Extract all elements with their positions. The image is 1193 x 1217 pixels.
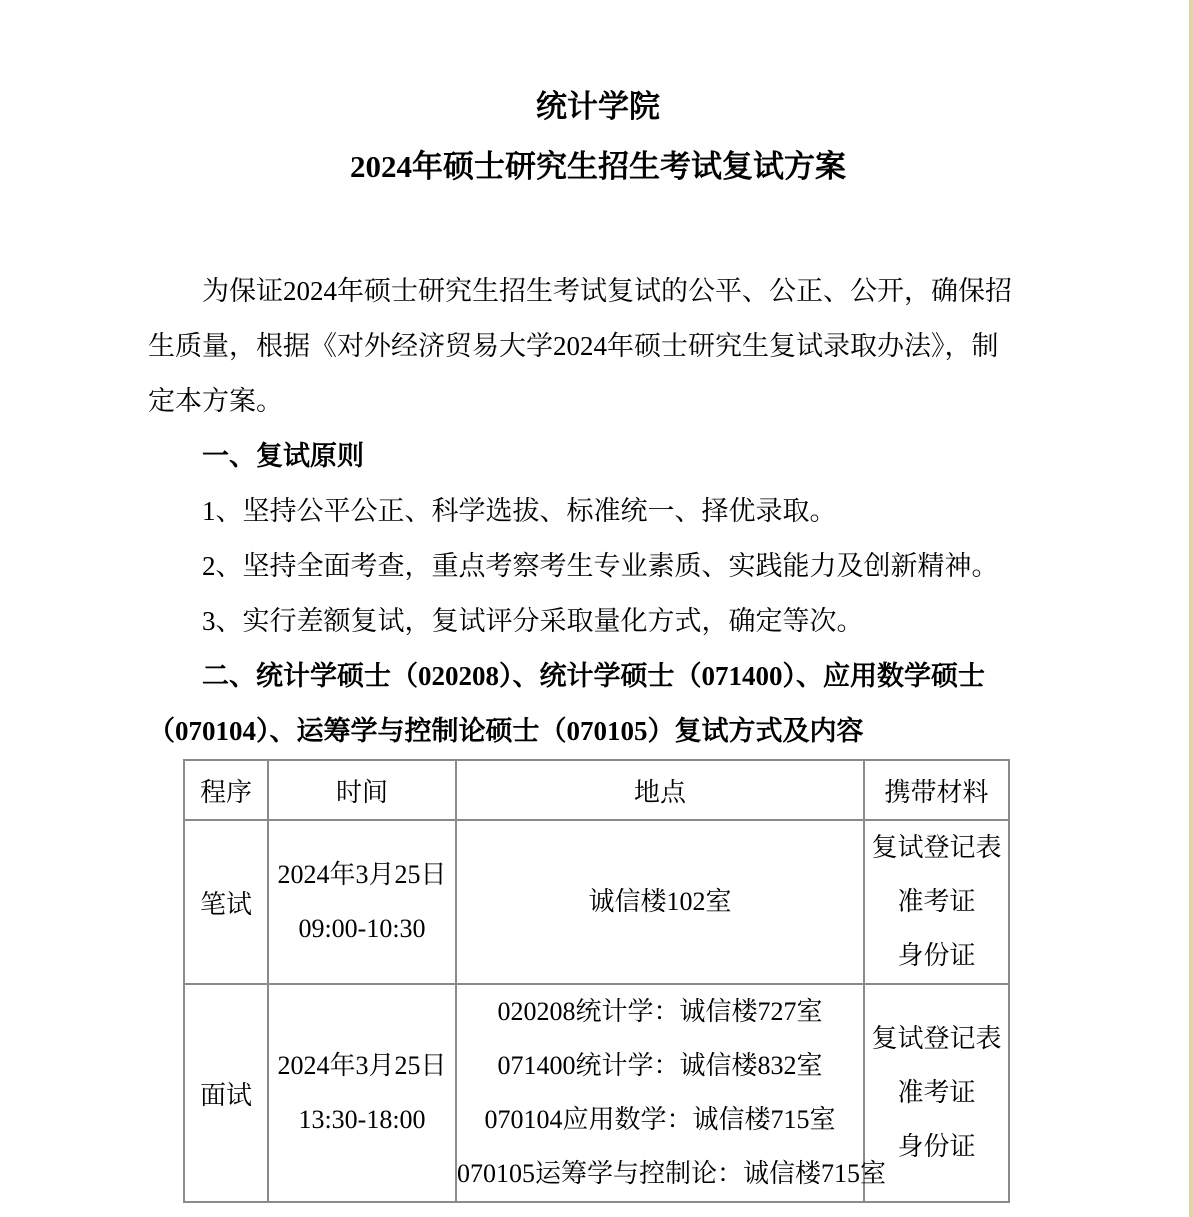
list-item: 3、实行差额复试，复试评分采取量化方式，确定等次。 [202,606,864,636]
procedure-cell: 面试 [184,984,268,1202]
time-cell [268,984,456,1202]
column-header-procedure: 程序 [184,760,268,820]
time-line: 2024年3月25日 [277,860,447,889]
location-cell [456,984,887,1202]
intro-line: 为保证2024年硕士研究生招生考试复试的公平、公正、公开，确保招 [202,276,1012,306]
section2-heading-line: （070104）、运筹学与控制论硕士（070105）复试方式及内容 [148,716,864,746]
location-line: 070104应用数学：诚信楼715室 [484,1105,836,1134]
list-item: 1、坚持公平公正、科学选拔、标准统一、择优录取。 [202,496,837,526]
material-line: 身份证 [897,1132,976,1161]
intro-line: 生质量，根据《对外经济贸易大学2024年硕士研究生复试录取办法》，制 [148,331,999,361]
location-line: 020208统计学：诚信楼727室 [497,997,823,1026]
location-line: 诚信楼102室 [588,887,732,916]
material-line: 准考证 [897,887,976,916]
table-row-written-exam [184,820,1009,984]
material-line: 复试登记表 [871,833,1002,862]
page-subtitle: 2024年硕士研究生招生考试复试方案 [350,149,846,184]
table-row-interview [184,984,1009,1202]
material-line: 准考证 [897,1078,976,1107]
material-line: 身份证 [897,941,976,970]
location-line: 071400统计学：诚信楼832室 [497,1051,823,1080]
procedure-cell: 笔试 [184,820,268,984]
section1-heading: 一、复试原则 [202,441,364,471]
page-right-edge-strip [1189,0,1193,1217]
time-line: 13:30-18:00 [298,1105,426,1134]
table-header-row [184,760,1009,820]
time-line: 09:00-10:30 [298,914,426,943]
section2-heading-line: 二、统计学硕士（020208）、统计学硕士（071400）、应用数学硕士 [202,661,985,691]
column-header-materials: 携带材料 [864,760,1009,820]
page-title: 统计学院 [536,89,660,124]
location-cell [456,820,864,984]
column-header-location: 地点 [456,760,864,820]
materials-cell [864,820,1009,984]
time-line: 2024年3月25日 [277,1051,447,1080]
document-body [148,264,1048,1203]
location-line: 070105运筹学与控制论：诚信楼715室 [457,1159,887,1188]
document-page [148,0,1048,1203]
intro-line: 定本方案。 [148,386,283,416]
column-header-time: 时间 [268,760,456,820]
exam-schedule-table [183,759,1010,1203]
time-cell [268,820,456,984]
list-item: 2、坚持全面考查，重点考察考生专业素质、实践能力及创新精神。 [202,551,999,581]
material-line: 复试登记表 [871,1024,1002,1053]
